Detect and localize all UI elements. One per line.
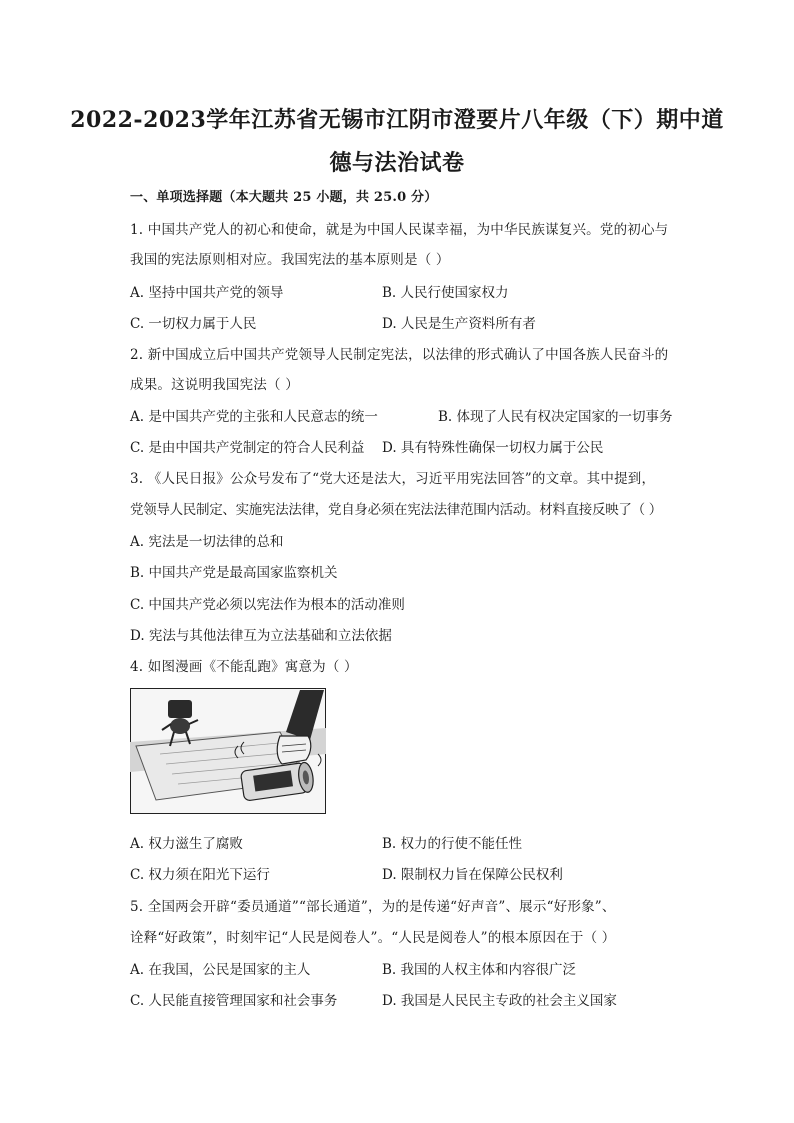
question-5-option-b: B. 我国的人权主体和内容很广泛 — [382, 962, 577, 978]
question-3-option-d: D. 宪法与其他法律互为立法基础和立法依据 — [130, 628, 392, 644]
question-1-option-d: D. 人民是生产资料所有者 — [382, 316, 536, 332]
question-1-stem-line-1: 1. 中国共产党人的初心和使命，就是为中国人民谋幸福，为中华民族谋复兴。党的初心与 — [130, 222, 669, 238]
question-5-option-c: C. 人民能直接管理国家和社会事务 — [130, 993, 338, 1009]
question-3-option-c: C. 中国共产党必须以宪法作为根本的活动准则 — [130, 597, 405, 613]
question-3-stem-line-1: 3. 《人民日报》公众号发布了“党大还是法大，习近平用宪法回答”的文章。其中提到， — [130, 471, 656, 487]
question-5-stem-line-2: 诠释“好政策”，时刻牢记“人民是阅卷人”。“人民是阅卷人”的根本原因在于（ ） — [130, 930, 616, 946]
question-4-stem: 4. 如图漫画《不能乱跑》寓意为（ ） — [130, 659, 358, 675]
question-2-option-a: A. 是中国共产党的主张和人民意志的统一 — [130, 409, 378, 425]
question-1-option-a: A. 坚持中国共产党的领导 — [130, 285, 284, 301]
question-4-option-c: C. 权力须在阳光下运行 — [130, 867, 270, 883]
question-1-stem-line-2: 我国的宪法原则相对应。我国宪法的基本原则是（ ） — [130, 252, 450, 268]
question-1-option-b: B. 人民行使国家权力 — [382, 285, 509, 301]
question-5-stem-line-1: 5. 全国两会开辟“委员通道”“部长通道”，为的是传递“好声音”、展示“好形象”、 — [130, 899, 616, 915]
question-3-stem-line-2: 党领导人民制定、实施宪法法律，党自身必须在宪法法律范围内活动。材料直接反映了（ ） — [130, 502, 662, 518]
question-4-option-d: D. 限制权力旨在保障公民权利 — [382, 867, 563, 883]
question-1-option-c: C. 一切权力属于人民 — [130, 316, 257, 332]
question-5-option-a: A. 在我国，公民是国家的主人 — [130, 962, 311, 978]
exam-title-line-2: 德与法治试卷 — [329, 150, 465, 176]
question-2-option-c: C. 是由中国共产党制定的符合人民利益 — [130, 440, 365, 456]
question-5-option-d: D. 我国是人民民主专政的社会主义国家 — [382, 993, 617, 1009]
question-4-option-b: B. 权力的行使不能任性 — [382, 836, 523, 852]
question-2-stem-line-1: 2. 新中国成立后中国共产党领导人民制定宪法，以法律的形式确认了中国各族人民奋斗的 — [130, 347, 669, 363]
section-heading: 一、单项选择题（本大题共 25 小题，共 25.0 分） — [130, 190, 438, 205]
question-2-option-b: B. 体现了人民有权决定国家的一切事务 — [438, 409, 673, 425]
question-2-stem-line-2: 成果。这说明我国宪法（ ） — [130, 377, 299, 393]
question-3-option-a: A. 宪法是一切法律的总和 — [130, 534, 284, 550]
question-3-option-b: B. 中国共产党是最高国家监察机关 — [130, 565, 338, 581]
cartoon-image — [130, 688, 326, 814]
exam-title-line-1: 2022-2023学年江苏省无锡市江阴市澄要片八年级（下）期中道 — [70, 107, 724, 133]
question-4-option-a: A. 权力滋生了腐败 — [130, 836, 243, 852]
question-2-option-d: D. 具有特殊性确保一切权力属于公民 — [382, 440, 604, 456]
